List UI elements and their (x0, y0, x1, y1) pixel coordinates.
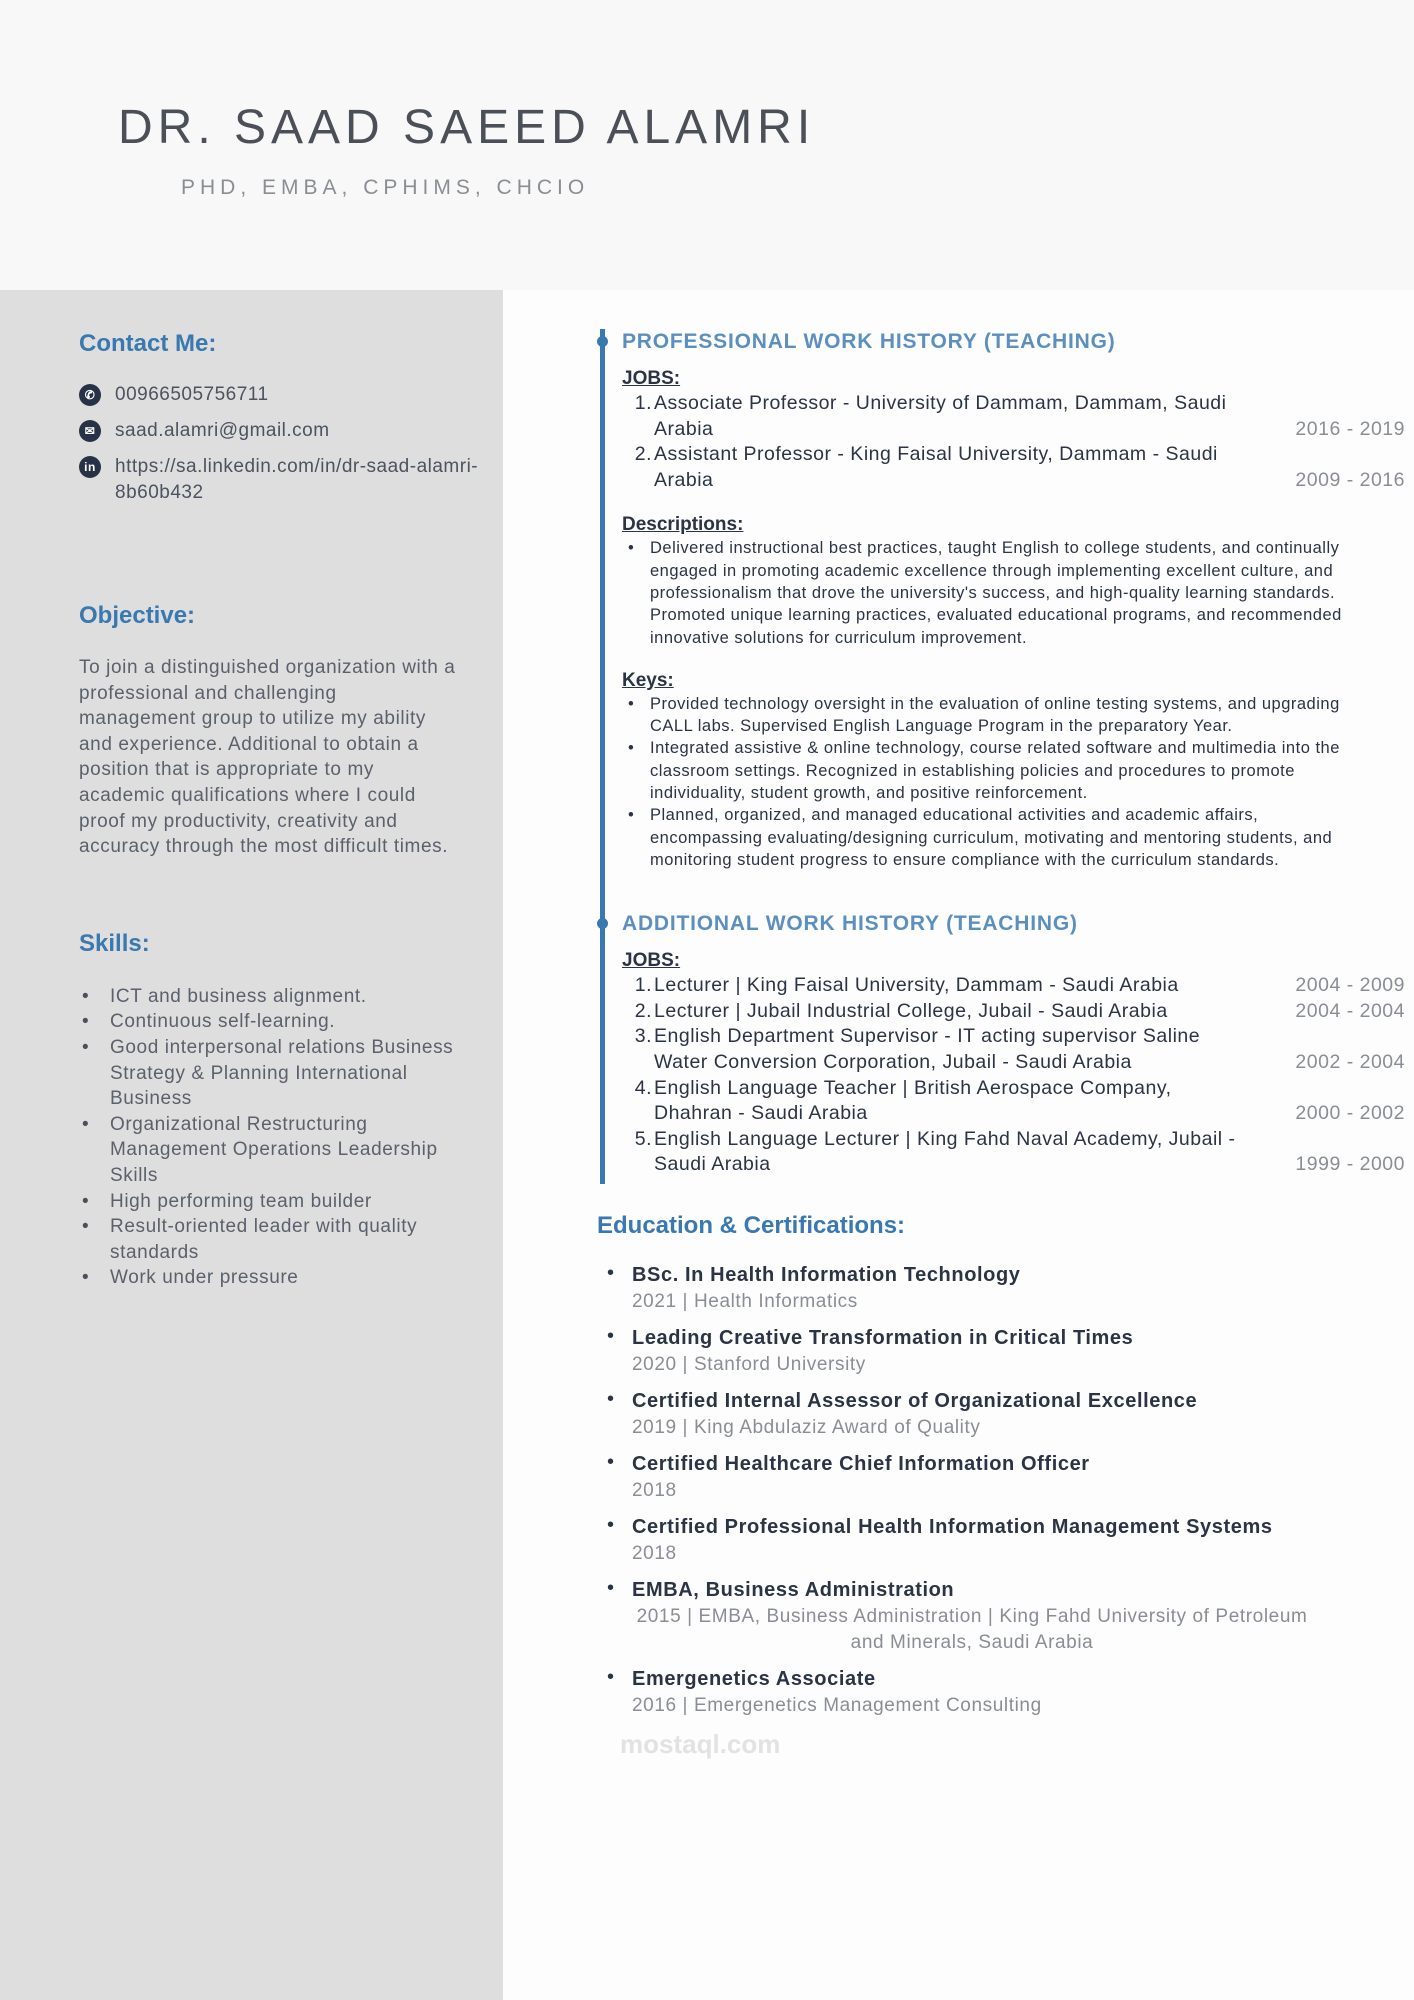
job-dates: 2004 - 2004 (1295, 999, 1405, 1022)
education-detail: 2018 (632, 1479, 677, 1501)
job-dates: 1999 - 2000 (1295, 1153, 1405, 1176)
timeline-dot (597, 336, 608, 347)
skills-heading: Skills: (79, 929, 150, 957)
skill-item: • Organizational Restructuring Management Operations Leadership Skills (79, 1112, 459, 1189)
job-title: English Department Supervisor - IT acting supervisor Saline Water Conversion Corporation, Jubail - Saudi Arabia (654, 1025, 1201, 1074)
skill-item: • ICT and business alignment. (79, 984, 459, 1010)
education-detail: 2021 | Health Informatics (632, 1290, 858, 1312)
watermark: mostaql.com (620, 1728, 781, 1759)
job-title: English Language Teacher | British Aerospace Company, Dhahran - Saudi Arabia (654, 1076, 1172, 1125)
job-number: 2. (634, 999, 652, 1022)
education-title: • Certified Internal Assessor of Organizational Excellence (632, 1389, 1198, 1412)
education-detail: 2015 | EMBA, Business Administration | King Fahd University of Petroleum and Minerals, Saudi Arabia (636, 1605, 1308, 1653)
job-number: 4. (634, 1076, 652, 1099)
keys-list (622, 693, 1362, 871)
job-number: 1. (634, 974, 652, 997)
objective-heading: Objective: (79, 602, 196, 629)
objective-text: To join a distinguished organization with a professional and challenging management group to utilize my ability and experience. Additional to obtain a position that is appropriate to my academic qualifications where I could proof my productivity, creativity and accuracy through the most difficult times. (79, 657, 456, 858)
job-dates: 2000 - 2002 (1295, 1102, 1405, 1125)
education-item (607, 1514, 1387, 1567)
job-dates: 2009 - 2016 (1295, 468, 1405, 491)
contact-phone (79, 382, 479, 408)
contact-heading: Contact Me: (79, 330, 217, 357)
jobs-label: JOBS: (622, 950, 681, 972)
skill-item: • Result-oriented leader with quality standards (79, 1214, 459, 1265)
skills-list (79, 984, 459, 1291)
education-detail: 2019 | King Abdulaziz Award of Quality (632, 1416, 981, 1438)
job-title: English Language Lecturer | King Fahd Naval Academy, Jubail - Saudi Arabia (654, 1127, 1236, 1176)
education-item (607, 1262, 1387, 1315)
job-number: 3. (634, 1025, 652, 1048)
job-item (622, 973, 1405, 999)
contact-linkedin[interactable] (79, 454, 479, 506)
contact-email[interactable] (79, 418, 479, 444)
skill-item: • Good interpersonal relations Business Strategy & Planning International Business (79, 1035, 459, 1112)
linkedin-link[interactable]: https://sa.linkedin.com/in/dr-saad-alamri-8b60b432 (115, 456, 479, 503)
job-number: 5. (634, 1127, 652, 1150)
education-item (607, 1388, 1387, 1441)
key-item: • Planned, organized, and managed educational activities and academic affairs, encompassing evaluating/designing curriculum, motivating and mentoring students, and monitoring student progress to ensure compliance with the curriculum standards. (622, 804, 1362, 871)
mail-icon: ✉ (79, 420, 101, 442)
person-name: DR. SAAD SAEED ALAMRI (118, 101, 816, 154)
skill-item: • Continuous self-learning. (79, 1009, 459, 1035)
timeline-dot (597, 918, 608, 929)
job-title: Assistant Professor - King Faisal University, Dammam - Saudi Arabia (654, 443, 1218, 491)
jobs-label: JOBS: (622, 368, 681, 389)
additional-heading (622, 911, 1405, 937)
header (0, 0, 1414, 290)
email-text[interactable]: saad.alamri@gmail.com (115, 420, 330, 441)
job-dates: 2004 - 2009 (1295, 974, 1405, 997)
professional-heading (622, 329, 1405, 355)
main-content (597, 329, 1405, 1759)
education-title: • Certified Professional Health Information Management Systems (632, 1515, 1273, 1538)
job-item (622, 391, 1405, 442)
job-item (622, 999, 1405, 1025)
descriptions-list (622, 537, 1362, 648)
education-detail: 2016 | Emergenetics Management Consulting (632, 1694, 1042, 1716)
additional-heading-text: ADDITIONAL WORK HISTORY (TEACHING) (622, 912, 1078, 936)
key-item: • Integrated assistive & online technology, course related software and multimedia into the classroom settings. Recognized in establishing policies and procedures to promote individuality, student growth, and positive reinforcement. (622, 737, 1362, 804)
education-detail: 2020 | Stanford University (632, 1353, 866, 1375)
phone-icon: ✆ (79, 384, 101, 406)
job-item (622, 1024, 1405, 1075)
education-item (607, 1577, 1387, 1656)
education-title: • Certified Healthcare Chief Information Officer (632, 1452, 1090, 1475)
education-detail: 2018 (632, 1542, 677, 1564)
descriptions-label: Descriptions: (622, 514, 744, 536)
education-heading: Education & Certifications: (597, 1211, 906, 1239)
education-title: • Leading Creative Transformation in Critical Times (632, 1326, 1134, 1349)
timeline (600, 329, 1405, 1184)
additional-jobs (622, 973, 1405, 1178)
description-item: • Delivered instructional best practices, taught English to college students, and continually engaged in promoting academic excellence through implementing excellent culture, and professionalism that drove the university's success, and high-quality learning standards. Promoted unique learning practices, evaluated educational programs, and recommended innovative solutions for curriculum improvement. (622, 537, 1362, 648)
job-item (622, 1076, 1405, 1127)
education-item (607, 1325, 1387, 1378)
education-title: • BSc. In Health Information Technology (632, 1263, 1021, 1286)
education-list (607, 1262, 1387, 1719)
education-item (607, 1451, 1387, 1504)
skill-item: • Work under pressure (79, 1265, 459, 1291)
keys-label: Keys: (622, 669, 674, 691)
sidebar-content (79, 330, 479, 1291)
job-item (622, 1127, 1405, 1178)
job-number: 1. (634, 392, 652, 414)
job-dates: 2002 - 2004 (1295, 1051, 1405, 1074)
education-item (607, 1666, 1387, 1719)
job-title: Lecturer | Jubail Industrial College, Jubail - Saudi Arabia (654, 999, 1168, 1022)
education-title: • EMBA, Business Administration (632, 1578, 955, 1601)
education-title: • Emergenetics Associate (632, 1667, 876, 1690)
phone-text: 00966505756711 (115, 384, 269, 405)
linkedin-icon: in (79, 456, 101, 478)
key-item: • Provided technology oversight in the evaluation of online testing systems, and upgrading CALL labs. Supervised English Language Program in the preparatory Year. (622, 693, 1362, 738)
professional-jobs (622, 391, 1405, 493)
job-title: Lecturer | King Faisal University, Dammam - Saudi Arabia (654, 974, 1179, 997)
job-number: 2. (634, 443, 652, 466)
job-title: Associate Professor - University of Dammam, Dammam, Saudi Arabia (654, 392, 1227, 440)
job-dates: 2016 - 2019 (1295, 417, 1405, 440)
job-item (622, 442, 1405, 493)
professional-heading-text: PROFESSIONAL WORK HISTORY (TEACHING) (622, 330, 1116, 353)
credentials: PHD, EMBA, CPHIMS, CHCIO (181, 176, 590, 199)
skill-item: • High performing team builder (79, 1189, 459, 1215)
